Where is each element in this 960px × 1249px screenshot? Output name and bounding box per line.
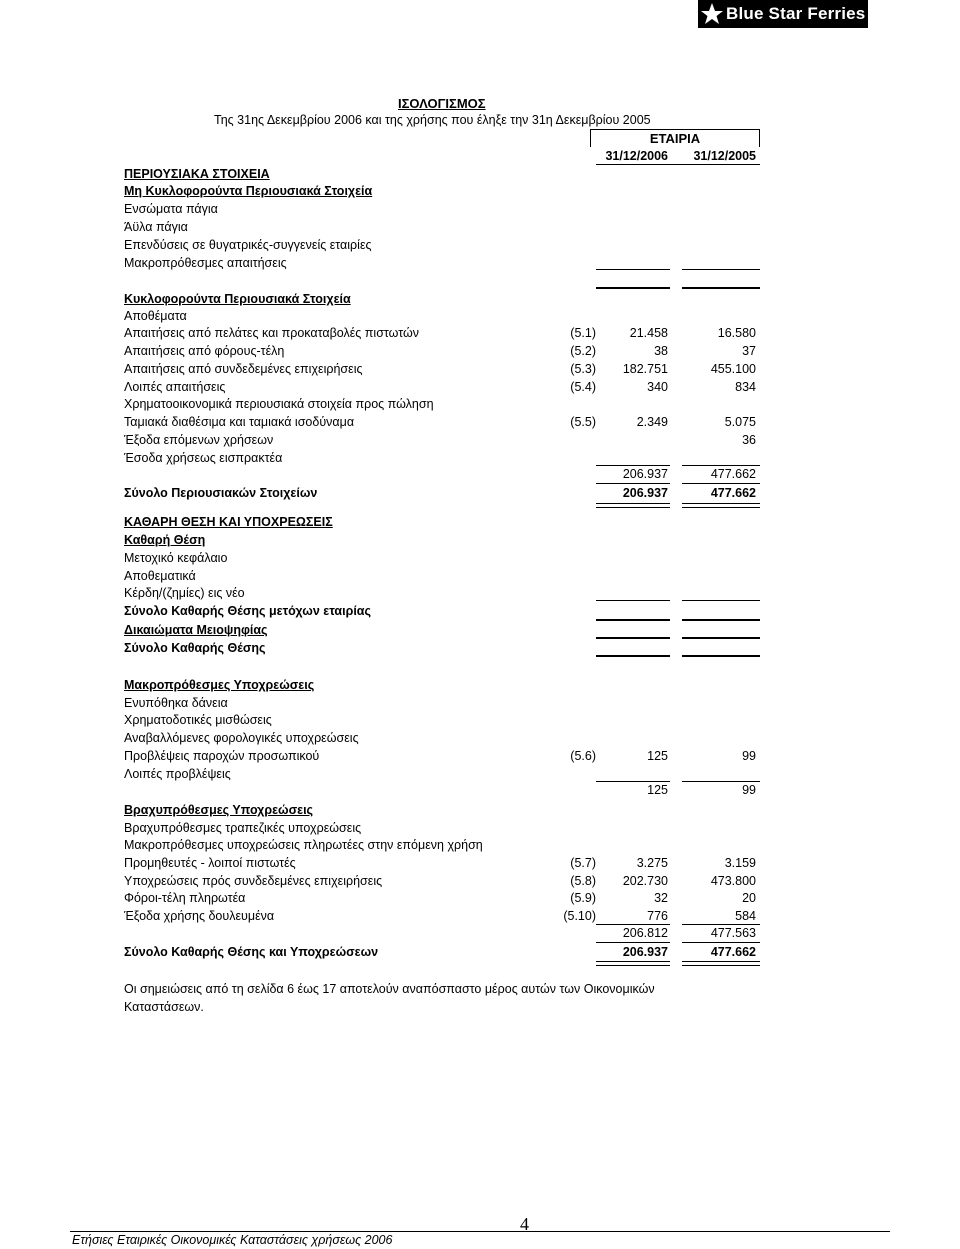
equity-item: Κέρδη/(ζημίες) εις νέο xyxy=(124,586,245,600)
rule xyxy=(682,287,760,289)
current-subtotal-2006: 206.937 xyxy=(622,467,668,481)
equity-item: Μετοχικό κεφάλαιο xyxy=(124,551,228,565)
total-assets-label: Σύνολο Περιουσιακών Στοιχείων xyxy=(124,486,318,500)
longterm-subtotal-2005: 99 xyxy=(742,783,756,797)
row-label: Έξοδα επόμενων χρήσεων xyxy=(124,433,274,447)
row-label: Υποχρεώσεις πρός συνδεδεμένες επιχειρήσεις xyxy=(124,874,383,888)
row-label: Απαιτήσεις από πελάτες και προκαταβολές πιστωτών xyxy=(124,326,420,340)
total-equity-liabilities-2005: 477.662 xyxy=(710,945,756,959)
logo-name: Blue Star Ferries xyxy=(726,4,866,23)
row-value-2005: 584 xyxy=(735,909,756,923)
company-column-header: ΕΤΑΙΡΙΑ xyxy=(590,129,760,147)
row-value-2005: 5.075 xyxy=(724,415,756,429)
rule xyxy=(682,781,760,782)
equity-heading: Καθαρή Θέση xyxy=(124,533,206,547)
total-equity-liabilities-2006: 206.937 xyxy=(622,945,668,959)
row-label: Ταμιακά διαθέσιμα και ταμιακά ισοδύναμα xyxy=(124,415,355,429)
row-label: Βραχυπρόθεσμες τραπεζικές υποχρεώσεις xyxy=(124,821,362,835)
row-value-2005: 37 xyxy=(742,344,756,358)
footnote: Οι σημειώσεις από τη σελίδα 6 έως 17 αποτελούν αναπόσπαστο μέρος αυτών των Οικονομικών Καταστάσεων. xyxy=(124,982,655,1014)
rule xyxy=(682,619,760,621)
row-value-2006: 21.458 xyxy=(629,326,668,340)
page-footer: Ετήσιες Εταιρικές Οικονομικές Καταστάσεις χρήσεως 2006 xyxy=(72,1233,393,1247)
column-header-2006: 31/12/2006 xyxy=(605,149,668,163)
noncurrent-item: Ενσώματα πάγια xyxy=(124,202,218,216)
row-value-2005: 36 xyxy=(742,433,756,447)
rule xyxy=(682,269,760,270)
row-label: Αναβαλλόμενες φορολογικές υποχρεώσεις xyxy=(124,731,359,745)
rule xyxy=(596,942,670,943)
row-note: (5.3) xyxy=(570,362,596,376)
row-value-2005: 99 xyxy=(742,749,756,763)
rule xyxy=(682,465,760,466)
header-rule xyxy=(596,164,760,165)
row-label: Χρηματοοικονομικά περιουσιακά στοιχεία προς πώληση xyxy=(124,397,434,411)
assets-heading: ΠΕΡΙΟΥΣΙΑΚΑ ΣΤΟΙΧΕΙΑ xyxy=(124,167,270,181)
noncurrent-heading: Μη Κυκλοφορούντα Περιουσιακά Στοιχεία xyxy=(124,184,373,198)
total-equity-liabilities-label: Σύνολο Καθαρής Θέσης και Υποχρεώσεων xyxy=(124,945,379,959)
row-value-2006: 3.275 xyxy=(636,856,668,870)
row-value-2005: 20 xyxy=(742,891,756,905)
row-label: Μακροπρόθεσμες υποχρεώσεις πληρωτέες στην επόμενη χρήση xyxy=(124,838,483,852)
noncurrent-item: Επενδύσεις σε θυγατρικές-συγγενείς εταιρίες xyxy=(124,238,372,252)
rule xyxy=(596,600,670,601)
rule xyxy=(596,924,670,925)
equity-item: Αποθεματικά xyxy=(124,569,196,583)
rule xyxy=(682,637,760,639)
total-assets-2005: 477.662 xyxy=(710,486,756,500)
rule xyxy=(682,942,760,943)
total-assets-2006: 206.937 xyxy=(622,486,668,500)
company-logo xyxy=(698,0,868,28)
row-value-2006: 32 xyxy=(654,891,668,905)
row-value-2005: 455.100 xyxy=(710,362,756,376)
double-rule xyxy=(682,965,760,966)
footer-rule xyxy=(70,1231,890,1232)
rule xyxy=(596,465,670,466)
double-rule xyxy=(596,507,670,508)
row-value-2006: 125 xyxy=(647,749,668,763)
rule xyxy=(596,619,670,621)
double-rule xyxy=(596,965,670,966)
row-value-2006: 182.751 xyxy=(622,362,668,376)
row-label: Λοιπές προβλέψεις xyxy=(124,767,231,781)
row-label: Χρηματοδοτικές μισθώσεις xyxy=(124,713,272,727)
row-note: (5.8) xyxy=(570,874,596,888)
rule xyxy=(682,924,760,925)
row-value-2005: 16.580 xyxy=(717,326,756,340)
row-label: Λοιπές απαιτήσεις xyxy=(124,380,226,394)
row-label: Απαιτήσεις από φόρους-τέλη xyxy=(124,344,285,358)
row-value-2006: 340 xyxy=(647,380,668,394)
rule xyxy=(596,655,670,657)
row-note: (5.4) xyxy=(570,380,596,394)
row-value-2006: 2.349 xyxy=(636,415,668,429)
row-value-2006: 776 xyxy=(647,909,668,923)
row-label: Απαιτήσεις από συνδεδεμένες επιχειρήσεις xyxy=(124,362,363,376)
row-label: Έσοδα χρήσεως εισπρακτέα xyxy=(124,451,283,465)
shortterm-subtotal-2006: 206.812 xyxy=(622,926,668,940)
rule xyxy=(596,287,670,289)
current-heading: Κυκλοφορούντα Περιουσιακά Στοιχεία xyxy=(124,292,351,306)
rule xyxy=(596,483,670,484)
longterm-subtotal-2006: 125 xyxy=(647,783,668,797)
total-equity: Σύνολο Καθαρής Θέσης xyxy=(124,641,266,655)
row-value-2006: 202.730 xyxy=(622,874,668,888)
shortterm-heading: Βραχυπρόθεσμες Υποχρεώσεις xyxy=(124,803,314,817)
rule xyxy=(682,483,760,484)
row-value-2005: 834 xyxy=(735,380,756,394)
minority-interests: Δικαιώματα Μειοψηφίας xyxy=(124,623,268,637)
shortterm-subtotal-2005: 477.563 xyxy=(710,926,756,940)
double-rule xyxy=(682,507,760,508)
row-note: (5.6) xyxy=(570,749,596,763)
row-note: (5.7) xyxy=(570,856,596,870)
double-rule xyxy=(596,961,670,962)
row-label: Αποθέματα xyxy=(124,309,187,323)
rule xyxy=(682,655,760,657)
column-header-2005: 31/12/2005 xyxy=(693,149,756,163)
rule xyxy=(596,637,670,639)
row-label: Προβλέψεις παροχών προσωπικού xyxy=(124,749,320,763)
row-note: (5.1) xyxy=(570,326,596,340)
noncurrent-item: Άϋλα πάγια xyxy=(124,220,188,234)
rule xyxy=(596,781,670,782)
current-subtotal-2005: 477.662 xyxy=(710,467,756,481)
page-subtitle: Της 31ης Δεκεμβρίου 2006 και της χρήσης που έληξε την 31η Δεκεμβρίου 2005 xyxy=(214,113,651,127)
row-label: Ενυπόθηκα δάνεια xyxy=(124,696,228,710)
page-number: 4 xyxy=(520,1214,529,1234)
double-rule xyxy=(682,503,760,504)
row-note: (5.9) xyxy=(570,891,596,905)
star-icon xyxy=(698,0,726,28)
total-shareholders-equity: Σύνολο Καθαρής Θέσης μετόχων εταιρίας xyxy=(124,604,371,618)
row-label: Φόροι-τέλη πληρωτέα xyxy=(124,891,246,905)
equity-liabilities-heading: ΚΑΘΑΡΗ ΘΕΣΗ ΚΑΙ ΥΠΟΧΡΕΩΣΕΙΣ xyxy=(124,515,333,529)
double-rule xyxy=(682,961,760,962)
longterm-heading: Μακροπρόθεσμες Υποχρεώσεις xyxy=(124,678,315,692)
row-note: (5.5) xyxy=(570,415,596,429)
row-note: (5.10) xyxy=(563,909,596,923)
row-value-2006: 38 xyxy=(654,344,668,358)
double-rule xyxy=(596,503,670,504)
row-value-2005: 473.800 xyxy=(710,874,756,888)
rule xyxy=(596,269,670,270)
page-title: ΙΣΟΛΟΓΙΣΜΟΣ xyxy=(398,96,486,111)
rule xyxy=(682,600,760,601)
row-value-2005: 3.159 xyxy=(724,856,756,870)
row-label: Προμηθευτές - λοιποί πιστωτές xyxy=(124,856,296,870)
row-label: Έξοδα χρήσης δουλευμένα xyxy=(124,909,275,923)
row-note: (5.2) xyxy=(570,344,596,358)
noncurrent-item: Μακροπρόθεσμες απαιτήσεις xyxy=(124,256,287,270)
